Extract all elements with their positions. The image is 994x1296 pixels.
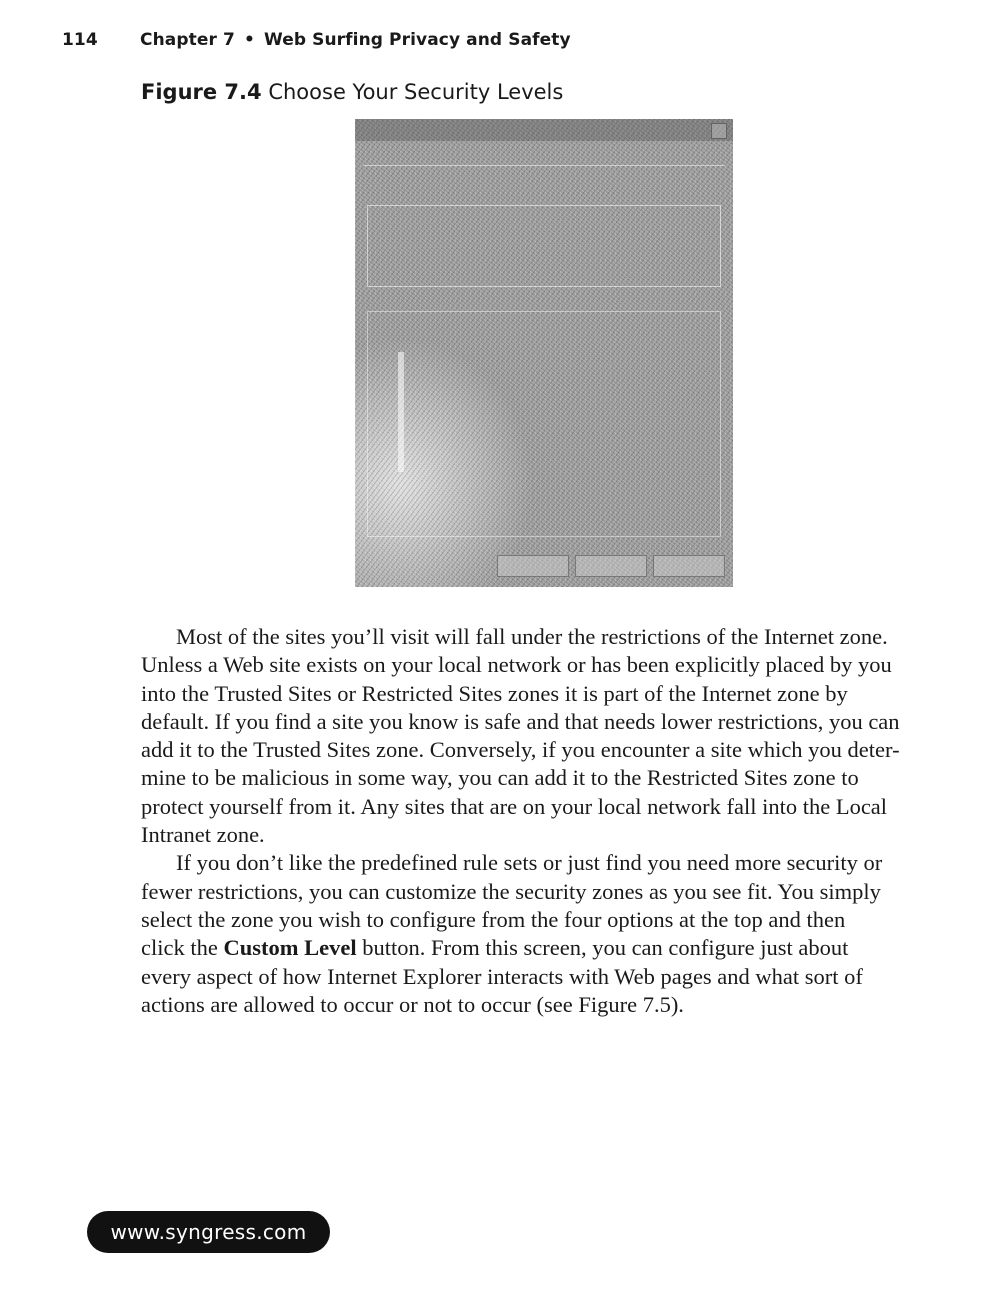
text-line: Intranet zone. — [141, 822, 265, 848]
text-line: protect yourself from it. Any sites that are on your local network fall into the Local — [141, 793, 888, 819]
dialog-titlebar — [355, 119, 733, 141]
running-header — [62, 30, 571, 50]
close-icon — [711, 123, 727, 139]
custom-level-term: Custom Level — [223, 935, 357, 961]
page-number: 114 — [62, 30, 98, 50]
text-line: default. If you find a site you know is safe and that needs lower restrictions, you can — [141, 708, 900, 734]
apply-button — [653, 555, 725, 577]
figure-screenshot-image — [355, 119, 733, 587]
text-line: into the Trusted Sites or Restricted Sites zones it is part of the Internet zone by — [141, 680, 848, 706]
text-fragment: button. From this screen, you can configure just about — [356, 935, 849, 961]
dialog-tab-strip — [363, 149, 725, 166]
security-slider — [398, 352, 404, 472]
text-line: If you don’t like the predefined rule sets or just find you need more security or — [176, 850, 883, 876]
ok-button — [497, 555, 569, 577]
text-line: every aspect of how Internet Explorer interacts with Web pages and what sort of — [141, 963, 863, 989]
text-line: Unless a Web site exists on your local network or has been explicitly placed by you — [141, 652, 892, 678]
paragraph-1 — [141, 623, 919, 849]
text-line: mine to be malicious in some way, you can add it to the Restricted Sites zone to — [141, 765, 859, 791]
chapter-title: Web Surfing Privacy and Safety — [263, 30, 571, 50]
text-line: fewer restrictions, you can customize the security zones as you see fit. You simply — [141, 878, 881, 904]
footer-url-badge: www.syngress.com — [87, 1211, 330, 1253]
chapter-number: Chapter 7 — [140, 30, 235, 50]
text-line — [141, 934, 919, 962]
text-line: actions are allowed to occur or not to occur (see Figure 7.5). — [141, 991, 684, 1017]
figure-label: Figure 7.4 — [141, 80, 262, 104]
text-line: Most of the sites you’ll visit will fall under the restrictions of the Internet zone. — [176, 624, 888, 649]
text-fragment: click the — [141, 935, 224, 961]
cancel-button — [575, 555, 647, 577]
text-line: add it to the Trusted Sites zone. Conversely, if you encounter a site which you deter- — [141, 737, 900, 763]
header-bullet: • — [243, 30, 255, 50]
text-line: select the zone you wish to configure from the four options at the top and then — [141, 906, 846, 932]
security-level-group — [367, 311, 721, 537]
figure-caption — [141, 80, 563, 104]
figure-title: Choose Your Security Levels — [268, 80, 564, 104]
body-text — [141, 623, 919, 1019]
paragraph-2 — [141, 849, 919, 1019]
zone-selection-panel — [367, 205, 721, 287]
